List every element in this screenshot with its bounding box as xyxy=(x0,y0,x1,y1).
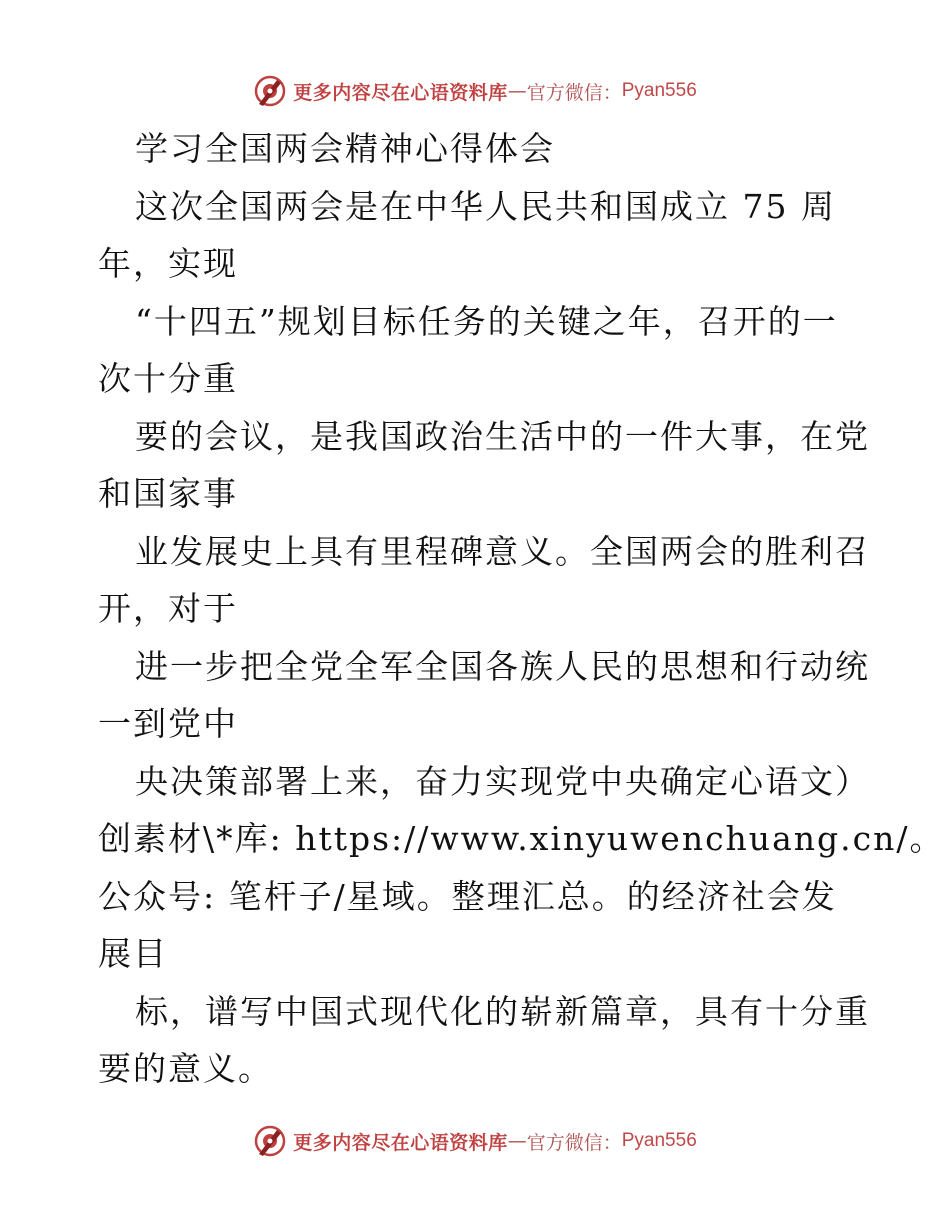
banner-wechat-id: Pyan556 xyxy=(621,80,697,101)
banner-wechat-label: 官方微信： xyxy=(526,81,622,104)
text-line: 次十分重 xyxy=(98,359,238,398)
text-line: 业发展史上具有里程碑意义。全国两会的胜利召 xyxy=(135,531,870,571)
text-line: “十四五”规划目标任务的关键之年，召开的一 xyxy=(135,301,838,341)
banner-dash: — xyxy=(507,1130,527,1152)
header-banner xyxy=(0,71,950,111)
text-line: 年，实现 xyxy=(98,244,238,283)
banner-wechat-id: Pyan556 xyxy=(621,1130,697,1151)
text-line: 展目 xyxy=(98,934,168,973)
banner-title: 更多内容尽在心语资料库 xyxy=(293,81,508,104)
text-line: 央决策部署上来，奋力实现党中央确定心语文） xyxy=(135,761,870,801)
text-line: 创素材\*库: https://www.xinyuwenchuang.cn/。 xyxy=(98,819,945,858)
quill-logo-icon xyxy=(253,1124,287,1158)
text-line: 标，谱写中国式现代化的崭新篇章，具有十分重 xyxy=(135,991,870,1031)
quill-logo-icon xyxy=(253,74,287,108)
footer-banner xyxy=(0,1121,950,1161)
paragraph xyxy=(98,178,945,1098)
text-line: 开，对于 xyxy=(98,589,238,628)
banner-dash: — xyxy=(507,80,527,102)
text-line: 进一步把全党全军全国各族人民的思想和行动统 xyxy=(135,646,870,686)
text-line: 一到党中 xyxy=(98,704,238,743)
banner-wechat-label: 官方微信： xyxy=(526,1131,622,1154)
text-line: 要的意义。 xyxy=(98,1049,273,1088)
document-title: 学习全国两会精神心得体会 xyxy=(135,129,555,168)
text-line: 要的会议，是我国政治生活中的一件大事，在党 xyxy=(135,416,870,456)
text-line: 这次全国两会是在中华人民共和国成立 75 周 xyxy=(135,186,836,226)
document-body xyxy=(98,120,945,1098)
banner-title: 更多内容尽在心语资料库 xyxy=(293,1131,508,1154)
text-line: 公众号: 笔杆子/星域。整理汇总。的经济社会发 xyxy=(98,876,837,916)
text-line: 和国家事 xyxy=(98,474,238,513)
